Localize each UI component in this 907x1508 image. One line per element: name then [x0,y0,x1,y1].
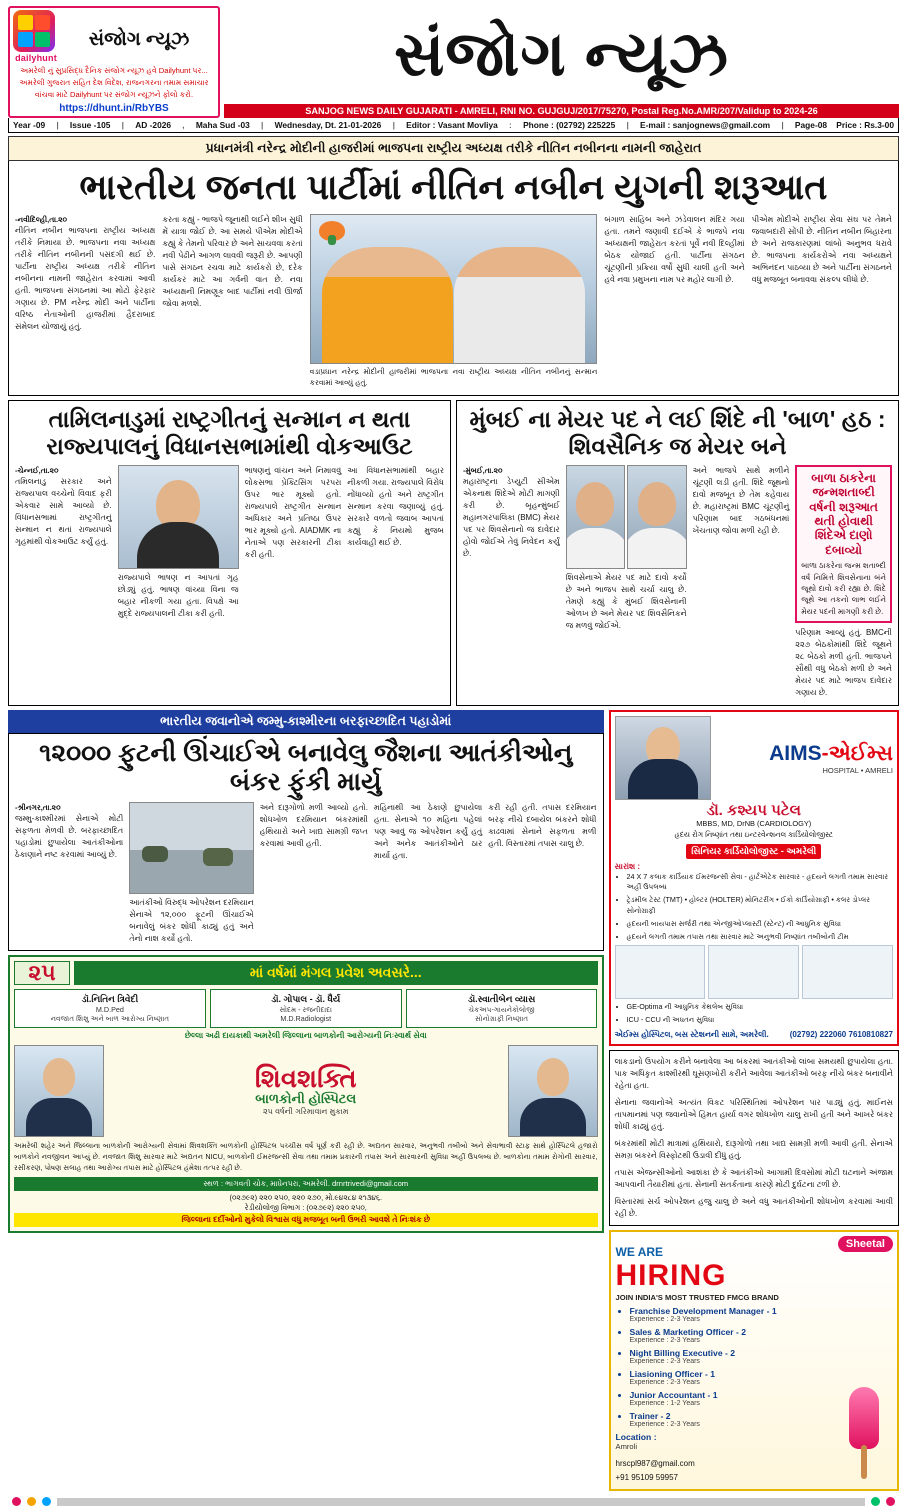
role-6-exp: Experience : 2-3 Years [629,1420,700,1428]
role-2-exp: Experience : 2-3 Years [629,1336,700,1344]
aims-address: એઈમ્સ હોસ્પિટલ, બસ સ્ટેશનની સામે, અમરેલી. [614,1029,769,1039]
shivshakti-phone: (૦૨૭૯૨) ૨૨૦ ૨૫૦, ૨૨૦ ૨૭૦, મો.૯૪૨૮૪ ૨૧૩૪૬. [229,1192,383,1202]
army-text-1: જમ્મુ-કાશ્મીરમાં સેનાએ મોટી સફળતા મેળવી છે. બરફાચ્છાદિત પહાડોમાં છુપાયેલા આતંકીઓના ઠેકાણાને નષ્ટ કરવામાં આવ્યું છે. [15,813,124,859]
lower-left-column [8,710,604,1491]
story-left-body [15,465,444,620]
shivshakti-doctor-photo-right [508,1045,598,1137]
lead-photo-caption: વડાપ્રધાન નરેન્દ્ર મોદીની હાજરીમાં ભાજપના નવા રાષ્ટ્રીય અધ્યક્ષ નીતિન નબીનનું સન્માન કરવામાં આવ્યું હતું. [309,366,598,387]
doctor-3-name: ડૉ.સ્વાતીબેન વ્યાસ [467,993,536,1004]
dailyhunt-promo-box [8,6,220,118]
aims-extra-features [615,1002,894,1026]
doctor-card-3 [406,989,598,1029]
aims-logo-text-gu: -એઈમ્સ [821,741,893,765]
side-box-title: બાળા ઠાકરેના જન્મશતાબ્દી વર્ષની શરૂઆત થતી હોવાથી શિંદેએ દાણો દબાવ્યો [809,470,878,557]
icecream-icon [837,1387,891,1483]
army-text-2: આતંકીઓ વિરુદ્ધ ઓપરેશન દરમિયાન સેનાએ ૧૨,૦૦૦ ફૂટની ઊંચાઈએ બનાવેલું બંકર શોધી કાઢ્યું હતું અને તેનો નાશ કર્યો હતો. [129,897,254,943]
story-left-col-1 [15,465,112,620]
aims-doctor-title: સિનિયર કાર્ડિયોલોજીસ્ટ - અમરેલી [686,844,821,859]
hiring-we-are: WE ARE [615,1244,664,1259]
aims-doctor-name: ડૉ. કશ્યપ પટેલ [706,802,801,820]
person-figure-right [454,247,585,362]
role-1-title: Franchise Development Manager - 1 [629,1305,777,1316]
shivshakti-doctor-photo-left [14,1045,104,1137]
story-left-text-1: તમિલનાડુ સરકાર અને રાજ્યપાલ વચ્ચેનો વિવાદ ફરી એકવાર સામે આવ્યો છે. વિધાનસભામાં રાષ્ટ્રગીતનું સન્માન ન થતાં રાજ્યપાલે ગૃહમાંથી વોકઆઉટ કર્યું હતું. [15,477,112,547]
portrait-head [537,1058,569,1096]
story-right-col-3: અને ભાજપે સાથે મળીને ચૂંટણી લડી હતી. શિંદે જૂથનો દાવો મજબૂત છે તેમ કહેવાય છે. મહારાષ્ટ્રમાં BMC ચૂંટણીનું પરિણામ બાદ ગઠબંધનમાં ખેંચતાણ જોવા મળી રહી છે. [692,465,790,535]
hospital-building-photo [802,945,893,999]
story-right-text-4: પરિણામ આવ્યું હતું. BMCની ૨૨૭ બેઠકોમાંથી શિંદે જૂથને ૨૮ બેઠકો મળી હતી. ભાજપને સૌથી વધુ બેઠકો મળી છે અને મેયર પદ માટે ભાજપ દાવેદાર ગણાય છે. [795,628,892,698]
color-dot-4 [871,1497,880,1506]
doctor-2-name: ડૉ. ગોપાલ - ડૉ. ધૈર્ય [271,993,341,1004]
aims-extra-2: • ICU - CCU ની અધતન સુવિધા [627,1015,894,1026]
portrait-head [638,482,676,526]
info-email[interactable]: E-mail : sanjognews@gmail.com [640,120,771,131]
hiring-location-value: Amroli [615,1441,638,1451]
masthead [8,6,899,118]
info-price: Price : Rs.3-00 [836,120,894,131]
role-3-exp: Experience : 2-3 Years [629,1357,700,1365]
shivshakti-middle [14,1045,598,1137]
role-1-exp: Experience : 2-3 Years [629,1315,700,1323]
anniversary-number: ૨૫ [28,959,56,985]
army-story [8,733,604,951]
story-left-text-2: રાજ્યપાલે ભાષણ ન આપતાં ગૃહ છોડ્યું હતું. ભાષણ વાંચ્યા વિના જ બહાર નીકળી ગયા હતા. વિપક્ષે આ મુદ્દે રાજ્યપાલની ટીકા કરી હતી. [117,572,239,618]
lead-story [8,161,899,395]
shivshakti-brand-name: શિવશક્તિ [254,1063,357,1094]
aims-hospital-ad[interactable] [609,710,900,1046]
color-dot-1 [12,1497,21,1506]
role-6-title: Trainer - 2 [629,1410,671,1421]
lead-dateline: -નવીદિલ્હી,તા.૨૦ [15,214,68,224]
hiring-role-3 [630,1348,893,1365]
aims-service-2: • ટ્રેડમીલ ટેસ્ટ (TMT) • હોલ્ટર (HOLTER) મોનિટરીંગ • ઈકો કાર્ડિયોગ્રાફી • કલર ડોપ્લર સોનોગ્રાફી [627,895,894,917]
footer-grey-bar [57,1498,865,1506]
story-left-col-2 [118,465,239,620]
info-phone: Phone : (02792) 225225 [523,120,616,131]
shivshakti-brand [108,1065,504,1117]
aims-doctor-photo [615,716,711,800]
shivshakti-body-text: અમરેલી શહેર અને જિલ્લાના બાળકોની આરોગ્યની સેવામાં શિવશક્તિ બાળકોની હોસ્પિટલ પચ્ચીસ વર્ષ પૂર્ણ કરી રહી છે. અદ્યતન સારવાર, અનુભવી તબીબો અને સેવાભાવી સ્ટાફ સાથે હોસ્પિટલે હજારો બાળકોને નવજીવન આપ્યું છે. નવજાત શિશુ સારવાર માટે અદ્યતન NICU, બાળકોની ઈમરજન્સી સેવા તથા તમામ પ્રકારની તપાસ અને સારવારની સુવિધા અહીં ઉપલબ્ધ છે. બાળકોના તમામ રોગોની સારવાર, રસીકરણ, પોષણ સલાહ તથા આરોગ્ય તપાસ માટે હોસ્પિટલ હંમેશા તત્પર રહી છે. [14,1141,598,1172]
lower-right-column [609,710,900,1491]
issue-info-strip: Year -09 | Issue -105 | AD -2026 , Maha Sud -03 | Wednesday, Dt. 21-01-2026 | Editor : Vasant Movliya : Phone : (02792) 225225 | E-mail : sanjognews@gmail.com | Page-08 Price : Rs.3-00 [8,118,899,133]
hiring-location-label: Location : [615,1431,657,1442]
army-headline: ૧૨૦૦૦ ફુટની ઊંચાઈએ બનાવેલુ જૈશના આતંકીઓનુ બંકર ફુંકી માર્યુ [39,739,573,796]
army-col-3: અને દારૂગોળો મળી આવ્યો હતો. શોધખોળ દરમિયાન બંકરમાંથી હથિયારો અને ખાદ્ય સામગ્રી જપ્ત કરવામાં આવી હતી. [259,802,368,848]
hiring-role-1 [630,1306,893,1323]
portrait-torso [137,522,219,568]
info-issue: Issue -105 [69,120,111,131]
dailyhunt-header [13,10,215,63]
thackeray-photo [627,465,686,569]
aims-equipment-photos [615,945,894,999]
mid-stories [8,400,899,707]
shivshakti-tagline: છેલ્લા અઢી દાયકાથી અમરેલી જિલ્લાના બાળકોની આરોગ્યની નિઃસ્વાર્થ સેવા [184,1031,427,1041]
hiring-email[interactable]: hrscpl987@gmail.com [615,1458,695,1468]
side-box-text: બાળા ઠાકરેના જન્મ શતાબ્દી વર્ષ નિમિત્તે શિવસેનાના બંને જૂથો દાવો કરી રહ્યા છે. શિંદે જૂથે આ તકનો લાભ લઈને મેયર પદની માગણી કરી છે. [801,561,886,616]
top-banner-headline: પ્રધાનમંત્રી નરેન્દ્ર મોદીની હાજરીમાં ભાજપના રાષ્ટ્રીય અધ્યક્ષ તરીકે નીતિન નબીનના નામની જાહેરાત [8,136,899,161]
army-dateline: -શ્રીનગર,તા.૨૦ [15,802,61,812]
army-body [15,802,597,945]
role-5-exp: Experience : 1-2 Years [629,1399,700,1407]
right-text-5: વિસ્તારમાં સર્ચ ઓપરેશન હજુ ચાલુ છે અને વધુ આતંકીઓની શોધખોળ કરવામાં આવી રહી છે. [614,1196,893,1218]
dailyhunt-logo-icon [13,10,55,52]
lotus-icon [319,221,345,241]
promo-paper-name: સંજોગ ન્યૂઝ [88,28,190,50]
army-col-1 [15,802,123,945]
role-2-title: Sales & Marketing Officer - 2 [629,1326,747,1337]
hiring-role-2 [630,1327,893,1344]
aims-doctor-degrees: MBBS, MD, DrNB (CARDIOLOGY) [696,819,812,829]
person-figure-left [322,247,453,362]
aims-service-1: • 24 X 7 કલાક કાર્ડિયાક ઈમરજન્સી સેવા - હાર્ટએટેક સારવાર - હૃદયને લગતી તમામ સારવાર અહીં ઉપલબ્ધ [627,872,894,894]
registration-strip: SANJOG NEWS DAILY GUJARATI - AMRELI, RNI NO. GUJGUJ/2017/75270, Postal Reg.No.AMR/207/Validup to 2024-26 [224,104,899,118]
story-left-col-4: આ વિધાનસભામાંથી બહાર નીકળી ગયા. રાજ્યપાલે વિરોધ નોંધાવ્યો હતો અને રાષ્ટ્રગીત સન્માન કરવા જણાવ્યું હતું. સરકારે વળતો જવાબ આપતાં કહ્યું કે નિયમો મુજબ કાર્યવાહી થઈ છે. [347,465,444,547]
shivshakti-header [14,961,598,985]
shinde-thackeray-photo [566,465,687,569]
aims-header [615,716,894,800]
lead-headline: ભારતીય જનતા પાર્ટીમાં નીતિન નબીન યુગની શરૂઆત [79,168,828,208]
governor-photo [118,465,239,569]
dailyhunt-line-2: અમરેલી ગુજરાત સહિત દેશ વિદેશ, રાજનગરના તમામ સમાચાર [19,77,209,87]
lower-section [8,710,899,1491]
role-4-title: Liasioning Officer - 1 [629,1368,715,1379]
lead-col-5: પીએમ મોદીએ રાષ્ટ્રીય સેવા સંઘ પર તેમને જવાબદારી સોંપી છે. નીતિન નબીન બિહારના છે અને રાજકારણમાં લાંબો અનુભવ ધરાવે છે. ભાજપના કાર્યકરોએ નવા અધ્યક્ષને અભિનંદન પાઠવ્યા છે અને પાર્ટીના સંગઠનને વધુ મજબૂત બનાવવા સંકલ્પ લીધો છે. [751,214,892,284]
right-text-3: બંકરમાંથી મોટી માત્રામાં હથિયારો, દારૂગોળો તથા ખાદ્ય સામગ્રી મળી આવી હતી. સેનાએ સમગ્ર બંકરને વિસ્ફોટથી ઉડાવી દીધું હતું. [614,1138,893,1160]
doctor-3-degree: ચેકઅપ-ગાયનેકોલોજી [468,1004,535,1014]
icu-photo [708,945,799,999]
aims-logo-text: AIMS [769,741,822,765]
info-year: Year -09 [13,120,46,131]
doctor-2-degree: સોદમ - રજનીદાદા [279,1004,333,1014]
right-text-2: સેનાના જવાનોએ અત્યંત વિકટ પરિસ્થિતિમાં ઓપરેશન પાર પાડ્યું હતું. માઈનસ તાપમાનમાં પણ જવાનોએ હિંમત હાર્યા વગર શોધખોળ ચાલુ રાખી હતી અને આખરે બંકર શોધી કાઢ્યું હતું. [614,1097,893,1131]
story-right-text-1: મહારાષ્ટ્રના ડેપ્યુટી સીએમ એકનાથ શિંદેએ મોટી માગણી કરી છે. બૃહન્મુંબઈ મહાનગરપાલિકા (BMC) મેયર પદ પર શિવસેનાનો જ દાવેદાર હોવો જોઈએ તેવું નિવેદન કર્યું છે. [463,477,560,559]
lead-col-3 [310,214,598,389]
portrait-torso [566,528,625,568]
doctor-1-spec: નવજાત શિશુ અને બાળ આરોગ્ય નિષ્ણાત [50,1014,170,1024]
army-col-2 [129,802,253,945]
sheetal-brand: Sheetal [845,1237,885,1250]
dailyhunt-line-3: વાંચવા માટે Dailyhunt પર સંજોગ ન્યૂઝને ફોલો કરો. [34,89,194,99]
hiring-phone[interactable]: +91 95109 59957 [615,1472,679,1482]
role-5-title: Junior Accountant - 1 [629,1389,718,1400]
lead-photo [310,214,598,364]
dailyhunt-url[interactable]: https://dhunt.in/RbYBS [59,103,169,115]
story-mumbai-mayor [456,400,899,707]
story-right-text-2: શિવસેનાએ મેયર પદ માટે દાવો કર્યો છે અને ભાજપ સાથે ચર્ચા ચાલુ છે. તેમણે કહ્યું કે મુંબઈ શિવસેનાની ઓળખ છે અને મેયર પદ શિવસૈનિકને જ મળવું જોઈએ. [565,572,687,630]
portrait-head [576,482,614,526]
shivshakti-footer: જિલ્લાના દર્દીઓનો મુકેલો વિશ્વાસ વધુ મજબૂત બની ઉભરી આવશે તે નિઃશંક છે [14,1213,598,1227]
info-editor: Editor : Vasant Movliya [406,120,498,131]
story-right-body [463,465,892,699]
story-right-col-2 [566,465,687,699]
portrait-torso [26,1098,92,1136]
doctor-card-1 [14,989,206,1029]
portrait-torso [520,1098,586,1136]
cathlab-photo [615,945,706,999]
shivshakti-brand-sub: બાળકોની હોસ્પિટલ [255,1091,357,1107]
army-photo [129,802,253,894]
doctor-1-name: ડૉ.નિતિન ત્રિવેદી [81,993,139,1004]
dailyhunt-lines [13,65,215,100]
lead-col-4: બંગાળ સાહિબ અને ઝંડેવાલન મંદિર ગયા હતા. તમને જણાવી દઈએ કે ભાજપે નવા અધ્યક્ષની જાહેરાત કરતાં પૂર્વે નવી દિલ્હીમાં બેઠક યોજાઈ હતી. પાર્ટીના સંગઠન ચૂંટણીની પ્રક્રિયા વર્ષો સુધી ચાલી હતી અને હવે નવા પ્રમુખના નામ પર મહોર લાગી છે. [604,214,745,284]
shivshakti-address: સ્થળ : ભાગવતી ચોક, માધેનપરા, અમરેલી. drnrtrivedi@gmail.com [14,1177,598,1191]
shinde-photo [566,465,625,569]
story-left-col-3: ભાષણનું વાંચન અને નિમાવવું લોકસભા પ્રેક્ટિસિંગ પરંપરા ઉપર ભાર મૂક્યો હતો. રાજ્યપાલે રાષ્ટ્રગીત સન્માન અધિકાર અને પ્રતિષ્ઠા ઉપર ભાર મૂક્યો હતો. AIADMK ના નેતાએ પણ સરકારની ટીકા કરી હતી. [244,465,342,559]
army-continuation-text [609,1050,900,1226]
story-right-dateline: -મુંબઈ,તા.૨૦ [463,465,503,475]
story-right-col-4 [795,465,892,699]
story-left-headline: તામિલનાડુમાં રાષ્ટ્રગીતનું સન્માન ન થતા રાજ્યપાલનું વિધાનસભામાંથી વોકઆઉટ [46,405,413,459]
portrait-head [43,1058,75,1096]
footer-color-bar [8,1495,899,1508]
army-kicker: ભારતીય જવાનોએ જમ્મુ-કાશ્મીરના બરફાચ્છાદિત પહાડોમાં [8,710,604,733]
aims-doctor-degrees-gu: હૃદય રોગ નિષ્ણાંત તથા ઇન્ટરવેન્શનલ કાર્ડિયોલોજીસ્ટ [674,829,833,839]
aims-footer [615,1030,894,1040]
lead-text-1: નીતિન નબીન ભાજપના રાષ્ટ્રીય અધ્યક્ષ તરીકે નિમાયા છે. ભાજપના નવા અધ્યક્ષ તરીકે નીતિન નબીનની પસંદગી થઈ છે. પાર્ટીના રાષ્ટ્રીય અધ્યક્ષ તરીકે નીતિન નબીનના નામની જાહેરાત કરવામાં આવી હતી. ભાજપના સંગઠનમાં આ મોટો ફેરફાર ગણાય છે. PM નરેન્દ્ર મોદી અને પાર્ટીના વરિષ્ઠ નેતાઓની હાજરીમાં હૈદરાબાદ સંમેલન યોજાયું હતું. [15,226,156,332]
hiring-role-4 [630,1369,893,1386]
lead-body [15,214,892,389]
sheetal-logo [838,1236,893,1252]
doctor-2-spec: M.D.Radiologist [280,1014,332,1024]
dailyhunt-line-1: અમરેલી નું સુપ્રસિદ્ધ દૈનિક સંજોગ ન્યૂઝ હવે Dailyhunt પર... [20,66,208,75]
color-dot-5 [886,1497,895,1506]
portrait-torso [627,528,686,568]
aims-summary-label: સારાંશ : [614,861,641,871]
role-3-title: Night Billing Executive - 2 [629,1347,736,1358]
role-4-exp: Experience : 2-3 Years [629,1378,700,1386]
lead-col-1 [15,214,155,389]
info-page: Page-08 [794,120,828,131]
info-ad: AD -2026 [135,120,172,131]
aims-phones[interactable] [790,1030,893,1039]
story-right-col-1 [463,465,560,699]
doctor-card-2 [210,989,402,1029]
color-dot-2 [27,1497,36,1506]
army-col-5: કરી રહી હતી. તપાસ દરમિયાન બરફ નીચે દબાયેલ બંકરને શોધી કાઢવામાં સેનાને સફળતા મળી હતી. વિસ્તારમાં તપાસ ચાલુ છે. [488,802,597,848]
info-date: Wednesday, Dt. 21-01-2026 [274,120,382,131]
info-maha: Maha Sud -03 [195,120,250,131]
sheetal-hiring-ad[interactable] [609,1230,900,1491]
right-text-4: તપાસ એજન્સીઓનો આશંકા છે કે આતંકીઓ આગામી દિવસોમાં મોટી ઘટનાને અંજામ આપવાની તૈયારીમાં હતા. સેનાની સતર્કતાના કારણે મોટી દુર્ઘટના ટળી છે. [614,1167,893,1189]
aims-sub: HOSPITAL • AMRELI [822,765,893,775]
right-text-1: લાકડાનો ઉપયોગ કરીને બનાવેલા આ બંકરમાં આતંકીઓ લાંબા સમયથી છુપાયેલા હતા. પાક અધિકૃત કાશ્મીરથી ઘૂસણખોરી કરીને આવેલા આતંકીઓ બરફ નીચે બંકર બનાવીને રહેતા હતા. [614,1056,893,1090]
aims-service-4: • હૃદયને લગતી તમામ તપાસ તથા સારવાર માટે અનુભવી નિષ્ણાંત તબીબોની ટીમ [627,932,894,943]
story-right-headline: મુંબઈ ના મેયર પદ ને લઈ શિંદે ની 'બાળ' હઠ : શિવસૈનિક જ મેયર બને [469,405,886,459]
aims-services [615,872,894,943]
aims-phone-2[interactable]: 7610810827 [848,1030,893,1040]
portrait-torso [628,759,698,799]
anniversary-badge [14,961,70,985]
story-tamilnadu [8,400,451,707]
shivshakti-radiology: રેડીયોલોજી વિભાગ : (૦૨૭૯૨) ૨૨૦ ૨૫૦, [244,1202,367,1212]
dailyhunt-wordmark: dailyhunt [15,53,57,63]
doctor-1-degree: M.D.Ped [95,1004,124,1014]
shivshakti-brand-tiny: ૨૫ વર્ષની ગરિમાવાન મુકામ [262,1107,349,1117]
aims-logo [717,742,894,766]
lead-col-2: કરતા કહ્યું - ભાજપે જૂનાથી લઈને શીખ સુધી મેં યાત્રા જોઈ છે. આ સમયે પીએમ મોદીએ કહ્યું કે તેમનો પરિવાર છે અને સાચવવા કરતાં નવી પેઢીને આગળ લાવવી જરૂરી છે. આપણી પાસે સંગઠન રચવા માટે કાર્યકરો છે, દરેક કાર્યકર માટે આ ગર્વની વાત છે. નવા અધ્યક્ષની નિમણૂક બાદ પાર્ટીમાં નવી ઊર્જા જોવા મળશે. [162,214,303,308]
dailyhunt-logo [13,10,59,63]
story-right-side-box [795,465,892,623]
aims-extra-1: • GE-Optima ની આધુનિક કેથલેબ સુવિધા [627,1002,894,1013]
army-col-4: મહિનાથી આ ઠેકાણે છુપાયેલા હતા. સેનાએ ૧૦ મહિના પહેલાં પણ આવું જ ઓપરેશન કર્યું હતું અને અનેક આતંકીઓને ઠાર માર્યા હતા. [373,802,483,860]
shivshakti-ad[interactable] [8,955,604,1233]
story-left-dateline: -ચેન્નઈ,તા.૨૦ [15,465,59,475]
doctor-3-spec: સોનોગ્રાફી નિષ્ણાત [474,1014,529,1024]
aims-service-3: • હૃદયની બાયપાસ સર્જરી તથા એન્જીઓપ્લાસ્ટી (સ્ટેન્ટ) ની આધુનિક સુવિધા [627,919,894,930]
aims-phone-1[interactable]: (02792) 222060 [789,1030,847,1040]
color-dot-3 [42,1497,51,1506]
shivshakti-doctors [14,989,598,1029]
aims-brand [717,742,894,775]
title-block [224,6,899,118]
hiring-title: HIRING [615,1258,727,1292]
page-title: સંજોગ ન્યૂઝ [394,20,729,90]
shivshakti-title: માં વર્ષમાં મંગલ પ્રવેશ અવસરે... [74,961,598,985]
hiring-tagline: JOIN INDIA'S MOST TRUSTED FMCG BRAND [615,1292,779,1302]
